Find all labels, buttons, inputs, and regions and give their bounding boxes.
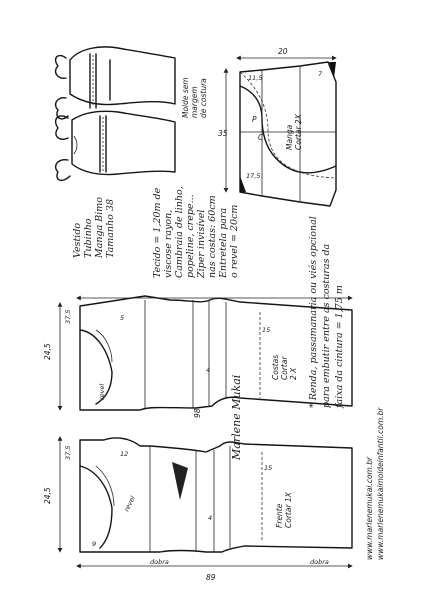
seam-allowance-note [181, 77, 208, 118]
seam-note-line-1: Molde sem [181, 77, 190, 118]
back-seam-label: 4 [206, 366, 211, 374]
front-label-cut: Cortar 1X [284, 492, 293, 528]
dress-illustration-back [56, 47, 175, 119]
sleeve-side-label: 7 [318, 70, 323, 78]
front-bust-label: 24,5 [43, 487, 52, 504]
front-shoulder-label: 12 [120, 450, 129, 458]
sleeve-label-center: C [258, 133, 264, 142]
ribbon-note-line-3: faixa da cintura = 1,75 m [334, 285, 345, 408]
height-label: 98 [193, 408, 202, 418]
front-label-name: Frente [275, 503, 284, 528]
back-label-name: Costas [271, 354, 280, 380]
front-neck-label: 9 [92, 540, 97, 548]
back-label-cut: Cortar [280, 356, 289, 380]
back-revel-label: revel [98, 383, 106, 400]
materials-line-8: o revel = 20cm [229, 204, 240, 278]
credits [365, 407, 385, 560]
ribbon-note-line-2: para embutir entre as costuras da [321, 243, 332, 408]
model-line-2: Tubinho [83, 218, 94, 258]
back-pattern-piece [43, 296, 352, 410]
front-waist-label: 37,5 [64, 445, 72, 460]
seam-note-line-3: de costura [199, 78, 208, 118]
model-line-4: Tamanho 38 [105, 199, 116, 258]
back-waist-label: 37,5 [64, 309, 72, 324]
back-bust-label: 24,5 [43, 343, 52, 360]
sleeve-label-back: P [252, 115, 257, 124]
sleeve-width-label: 20 [278, 47, 288, 56]
front-width-label: 15 [264, 464, 273, 472]
materials-line-6: nas costas: 60cm [207, 195, 218, 278]
materials-line-4: popeline, crepe... [185, 194, 196, 278]
materials-line-2: viscose rayon, [163, 209, 174, 278]
ribbon-note [308, 216, 345, 409]
ribbon-note-line-1: * Renda, passamanaria ou viés opcional [308, 216, 319, 408]
sleeve-label-name: Manga [285, 124, 294, 150]
signature [230, 375, 243, 461]
front-pattern-piece [43, 438, 352, 582]
signature-text: Marlene Mukai [230, 374, 243, 460]
front-fold-label-1: dobra [150, 558, 169, 566]
model-line-3: Manga Bimo [94, 196, 105, 258]
sleeve-label-cut: Cortar 2X [294, 114, 303, 150]
model-title [72, 197, 116, 259]
materials-line-1: Tecido = 1,20m de [152, 187, 163, 278]
credits-line-2: www.marlenemukaimoldeinfantil.com.br [376, 407, 385, 560]
materials-line-5: Ziper invisível [196, 209, 207, 278]
sleeve-pattern-piece [218, 47, 336, 206]
front-seam-label: 4 [208, 514, 213, 522]
front-revel-label: revel [122, 494, 137, 513]
credits-line-1: www.marlenemukai.com.br [365, 456, 374, 560]
seam-note-line-2: margem [190, 86, 199, 118]
materials-line-7: Entretela para [218, 207, 229, 278]
front-fold-label-2: dobra [310, 558, 329, 566]
total-width-label: 89 [206, 573, 216, 582]
dress-illustration-front [56, 111, 175, 180]
back-width-label: 15 [262, 326, 271, 334]
back-neck-label: 5 [120, 314, 125, 322]
materials-line-3: Cambraia de linho, [174, 186, 185, 278]
model-line-1: Vestido [72, 222, 83, 258]
materials-list [152, 186, 240, 279]
sleeve-cap-label: 11,5 [248, 74, 263, 82]
back-label-qty: 2 X [289, 367, 298, 380]
sleeve-height-label: 35 [218, 129, 228, 138]
sleeve-hem-label: 17,5 [246, 172, 261, 180]
